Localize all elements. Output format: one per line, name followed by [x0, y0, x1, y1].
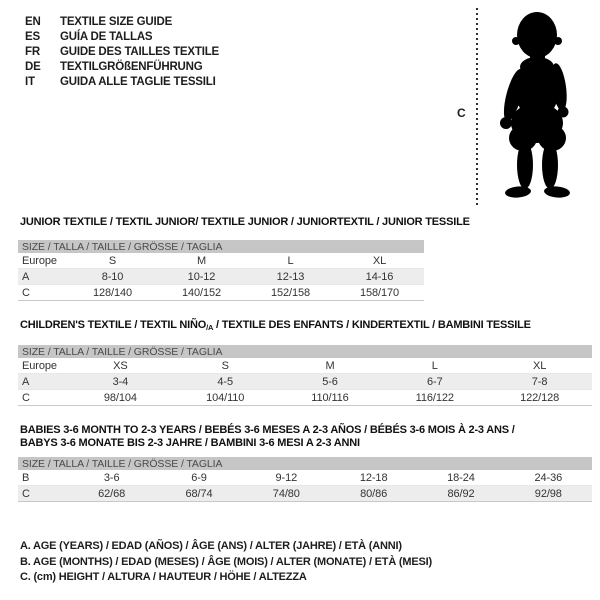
language-title: GUIDE DES TAILLES TEXTILE [60, 46, 219, 58]
junior-size-table [18, 240, 424, 301]
cell: 24-36 [534, 471, 563, 484]
language-row-it [25, 75, 219, 90]
size-header-bar: SIZE / TALLA / TAILLE / GRÖSSE / TAGLIA [18, 457, 592, 470]
height-measure-dotted-line [476, 8, 478, 206]
junior-section [18, 216, 470, 301]
cell: 140/152 [181, 286, 222, 299]
cell: 4-5 [217, 375, 233, 388]
cell: S [221, 359, 229, 372]
row-label: C [22, 391, 30, 404]
row-label: A [22, 270, 30, 283]
language-title: GUIDA ALLE TAGLIE TESSILI [60, 76, 216, 88]
cell: 6-7 [426, 375, 443, 388]
language-code: IT [25, 76, 35, 88]
language-code: EN [25, 16, 41, 28]
cell: 10-12 [187, 270, 216, 283]
cell: L [431, 359, 438, 372]
cell: 128/140 [92, 286, 133, 299]
table-row-height [18, 285, 424, 301]
row-label: Europe [22, 359, 57, 372]
cell: M [325, 359, 335, 372]
language-list [25, 15, 219, 90]
baby-silhouette-icon [487, 5, 587, 201]
babies-size-table [18, 457, 592, 502]
legend-notes [20, 539, 432, 586]
cell: 80/86 [360, 487, 388, 500]
subscript: /A [206, 323, 214, 332]
cell: 12-18 [359, 471, 388, 484]
cell: 6-9 [191, 471, 207, 484]
cell: XL [372, 254, 387, 267]
cell: S [108, 254, 117, 267]
children-section-title: CHILDREN'S TEXTILE / TEXTIL $NIÑO_{/A}$ / TEXTILE DES ENFANTS / KINDERTEXTIL / BAMBINI TESSILE [20, 319, 531, 332]
language-title: TEXTILGRÖßENFÜHRUNG [60, 61, 203, 73]
language-code: DE [25, 61, 41, 73]
cell: 110/116 [311, 391, 349, 404]
row-label: Europe [22, 254, 57, 267]
cell: 62/68 [98, 487, 126, 500]
table-row-age [18, 269, 424, 285]
language-title: TEXTILE SIZE GUIDE [60, 16, 173, 28]
row-label: A [22, 375, 30, 388]
cell: 18-24 [447, 471, 475, 484]
cell: 5-6 [322, 375, 338, 388]
cell: 12-13 [276, 270, 305, 283]
cell: 152/158 [270, 286, 311, 299]
cell: 98/104 [103, 391, 137, 404]
cell: 74/80 [272, 487, 300, 500]
cell: 3-4 [112, 375, 129, 388]
cell: 122/128 [520, 391, 560, 404]
cell: 116/122 [415, 391, 454, 404]
cell: 9-12 [275, 471, 298, 484]
cell: 158/170 [359, 286, 400, 299]
cell: XS [113, 359, 128, 372]
babies-section [18, 424, 592, 502]
language-code: ES [25, 31, 40, 43]
children-size-table [18, 345, 592, 406]
cell: L [287, 254, 294, 267]
cell: 104/110 [206, 391, 245, 404]
cell: 14-16 [365, 270, 394, 283]
language-row-en [25, 15, 219, 30]
cell: 8-10 [101, 270, 124, 283]
size-header-bar: SIZE / TALLA / TAILLE / GRÖSSE / TAGLIA [18, 240, 424, 253]
language-row-es [25, 30, 219, 45]
cell: 3-6 [103, 471, 120, 484]
table-row-height [18, 486, 592, 502]
table-row-europe [18, 253, 424, 269]
language-row-de [25, 60, 219, 75]
row-label: C [22, 487, 30, 500]
cell: M [196, 254, 207, 267]
junior-section-title: JUNIOR TEXTILE / TEXTIL JUNIOR/ TEXTILE JUNIOR / JUNIORTEXTIL / JUNIOR TESSILE [20, 216, 470, 228]
table-row-height [18, 390, 592, 406]
table-row-age-months [18, 470, 592, 486]
cell: 92/98 [534, 487, 562, 500]
cell: 86/92 [447, 487, 475, 500]
row-label: C [22, 286, 30, 299]
note-age-years: A. AGE (YEARS) / EDAD (AÑOS) / ÂGE (ANS) / ALTER (JAHRE) / ETÀ (ANNI) [20, 540, 402, 552]
language-title: GUÍA DE TALLAS [60, 31, 153, 43]
note-age-months: B. AGE (MONTHS) / EDAD (MESES) / ÂGE (MOIS) / ALTER (MONATE) / ETÀ (MESI) [20, 555, 432, 568]
babies-section-title-line2: BABYS 3-6 MONATE BIS 2-3 JAHRE / BAMBINI 3-6 MESI A 2-3 ANNI [20, 437, 360, 449]
note-height-cm: C. (cm) HEIGHT / ALTURA / HAUTEUR / HÖHE / ALTEZZA [20, 571, 307, 583]
cell: XL [532, 359, 547, 372]
children-section [18, 319, 592, 406]
babies-section-title-line1: BABIES 3-6 MONTH TO 2-3 YEARS / BEBÉS 3-6 MESES A 2-3 AÑOS / BÉBÉS 3-6 MOIS À 2-3 ANS / [20, 424, 515, 436]
row-label: B [22, 471, 30, 484]
language-row-fr [25, 45, 219, 60]
table-row-age [18, 374, 592, 390]
cell: 7-8 [531, 375, 548, 388]
table-row-europe [18, 358, 592, 374]
cell: 68/74 [185, 487, 213, 500]
size-header-bar: SIZE / TALLA / TAILLE / GRÖSSE / TAGLIA [18, 345, 592, 358]
language-code: FR [25, 46, 40, 58]
height-measure-label: C [457, 106, 466, 120]
